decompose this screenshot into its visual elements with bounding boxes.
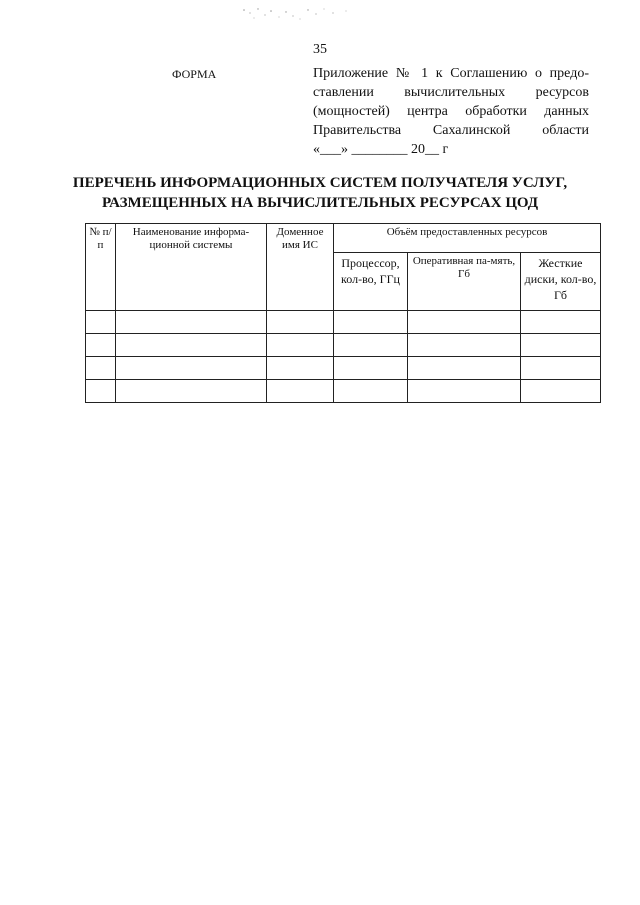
table-cell (408, 334, 521, 357)
table-cell (521, 380, 601, 403)
table-cell (267, 311, 334, 334)
table-cell (521, 357, 601, 380)
table-row (86, 357, 601, 380)
col-header-disk: Жесткие диски, кол-во, Гб (521, 253, 601, 311)
table-cell (116, 334, 267, 357)
heading-line-1: ПЕРЕЧЕНЬ ИНФОРМАЦИОННЫХ СИСТЕМ ПОЛУЧАТЕЛЯ УСЛУГ, (72, 175, 568, 191)
scan-noise (238, 4, 358, 22)
table-cell (334, 311, 408, 334)
col-header-system-name: Наименование информа-ционной системы (116, 224, 267, 311)
table-cell (334, 380, 408, 403)
systems-table (85, 223, 601, 403)
table-cell (86, 334, 116, 357)
table-cell (408, 357, 521, 380)
table-row (86, 334, 601, 357)
appendix-date-line: «___» ________ 20__ г (313, 142, 449, 157)
table-cell (408, 380, 521, 403)
table-cell (116, 380, 267, 403)
table-cell (116, 357, 267, 380)
table-cell (334, 357, 408, 380)
appendix-line: ставлении вычислительных ресурсов (313, 85, 589, 100)
col-header-ram: Оперативная па-мять, Гб (408, 253, 521, 311)
col-header-cpu: Процессор, кол-во, ГГц (334, 253, 408, 311)
document-heading (0, 173, 640, 213)
systems-table-wrapper (85, 223, 601, 403)
table-cell (116, 311, 267, 334)
appendix-line: Правительства Сахалинской области (313, 123, 589, 138)
table-cell (267, 380, 334, 403)
table-cell (86, 380, 116, 403)
table-cell (334, 334, 408, 357)
table-cell (408, 311, 521, 334)
appendix-line: Приложение № 1 к Соглашению о предо- (313, 66, 589, 81)
appendix-line: (мощностей) центра обработки данных (313, 104, 589, 119)
appendix-note (313, 64, 589, 159)
heading-line-2: РАЗМЕЩЕННЫХ НА ВЫЧИСЛИТЕЛЬНЫХ РЕСУРСАХ ЦОД (101, 195, 539, 211)
col-header-domain: Доменное имя ИС (267, 224, 334, 311)
table-cell (521, 311, 601, 334)
table-cell (86, 311, 116, 334)
table-cell (267, 357, 334, 380)
form-label: ФОРМА (172, 67, 217, 81)
col-header-resources: Объём предоставленных ресурсов (334, 224, 601, 253)
table-cell (521, 334, 601, 357)
col-header-number: № п/п (86, 224, 116, 311)
table-row (86, 380, 601, 403)
table-cell (267, 334, 334, 357)
page-number: 35 (313, 42, 327, 57)
table-cell (86, 357, 116, 380)
table-row (86, 311, 601, 334)
